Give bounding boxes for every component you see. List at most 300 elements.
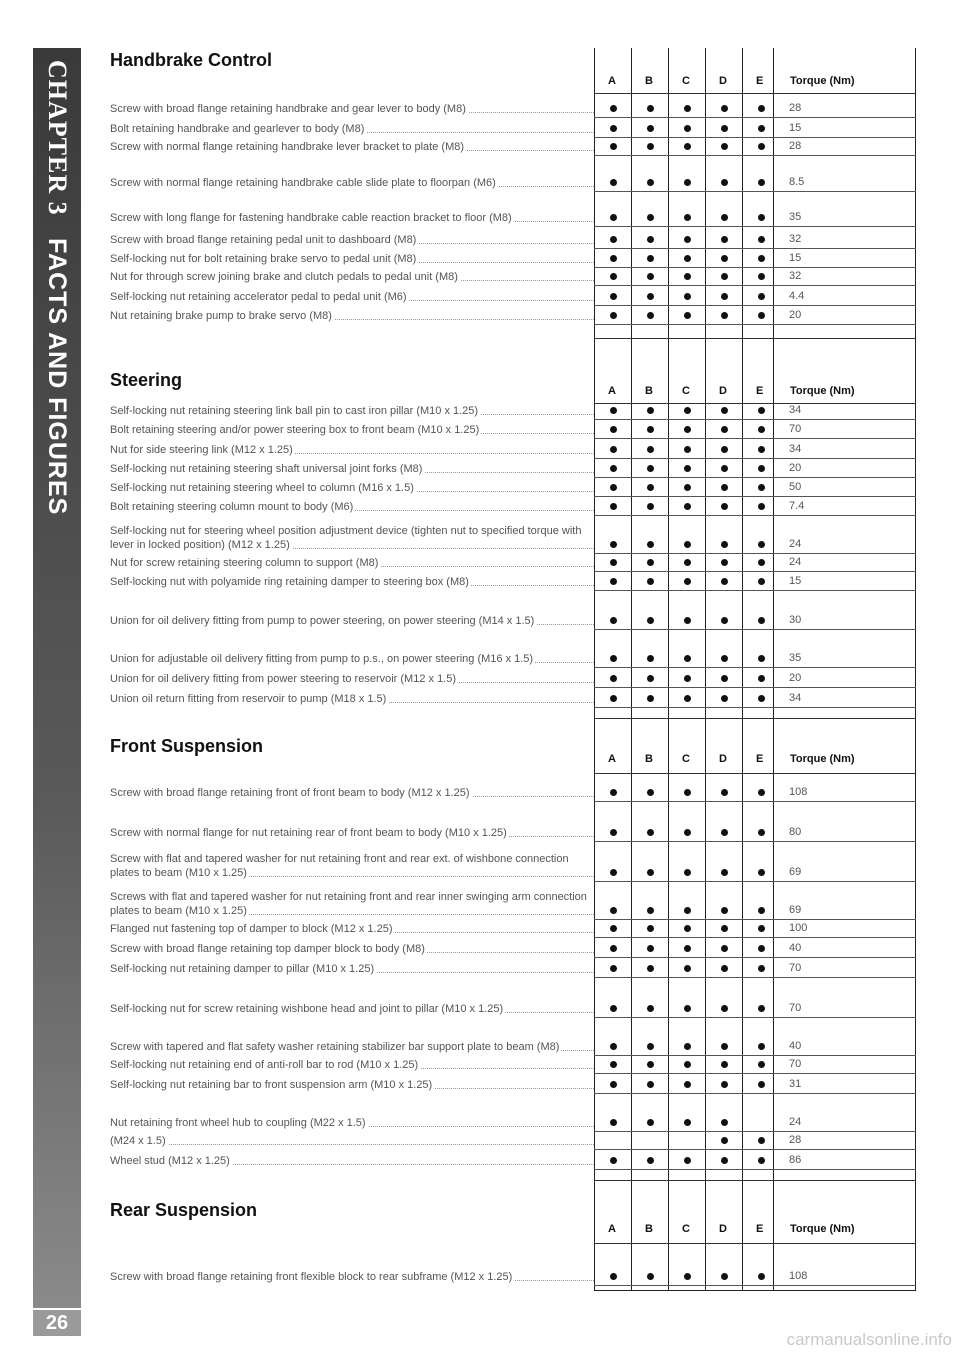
row-rule xyxy=(594,1285,916,1286)
torque-value: 70 xyxy=(789,1002,802,1014)
description-text: Nut for side steering link (M12 x 1.25) xyxy=(110,444,293,456)
applicability-dot xyxy=(684,426,691,433)
torque-value: 32 xyxy=(789,270,802,282)
row-rule xyxy=(594,458,916,459)
torque-row xyxy=(110,932,594,976)
applicability-dot xyxy=(647,1157,654,1164)
applicability-dot xyxy=(758,1043,765,1050)
applicability-dot xyxy=(721,105,728,112)
column-header-c: C xyxy=(682,753,690,765)
description-text: Bolt retaining steering and/or power steering box to front beam (M10 x 1.25) xyxy=(110,424,480,436)
applicability-dot xyxy=(684,559,691,566)
applicability-dot xyxy=(610,105,617,112)
torque-value: 15 xyxy=(789,575,802,587)
applicability-dot xyxy=(758,293,765,300)
applicability-dot xyxy=(758,1081,765,1088)
applicability-dot xyxy=(610,273,617,280)
description-text: Bolt retaining handbrake and gearlever to body (M8) xyxy=(110,123,365,135)
row-rule xyxy=(594,477,916,478)
description-text: Screw with broad flange retaining front flexible block to rear subframe (M12 x 1.25) xyxy=(110,1271,513,1283)
applicability-dot xyxy=(684,541,691,548)
row-rule xyxy=(594,571,916,572)
torque-value: 7.4 xyxy=(789,500,805,512)
section-separator xyxy=(594,718,916,719)
applicability-dot xyxy=(758,925,765,932)
applicability-dot xyxy=(758,214,765,221)
row-rule xyxy=(594,1055,916,1056)
torque-row xyxy=(110,1240,594,1284)
section-title: Rear Suspension xyxy=(110,1200,258,1220)
applicability-dot xyxy=(721,179,728,186)
torque-value: 34 xyxy=(789,692,802,704)
torque-value: 100 xyxy=(789,922,808,934)
torque-row-description xyxy=(110,1154,594,1168)
description-text: Screw with normal flange retaining handbrake cable slide plate to floorpan (M6) xyxy=(110,177,496,189)
torque-value: 32 xyxy=(789,233,802,245)
description-text: Screw with flat and tapered washer for nut retaining front and rear ext. of wishbone connection plates to beam (M10 x 1.25) xyxy=(110,853,569,879)
applicability-dot xyxy=(647,655,654,662)
applicability-dot xyxy=(647,236,654,243)
applicability-dot xyxy=(758,965,765,972)
applicability-dot xyxy=(721,559,728,566)
row-rule xyxy=(594,881,916,882)
torque-row-description xyxy=(110,692,594,706)
applicability-dot xyxy=(684,655,691,662)
description-text: Nut retaining brake pump to brake servo (M8) xyxy=(110,310,332,322)
torque-value: 70 xyxy=(789,423,802,435)
applicability-dot xyxy=(610,503,617,510)
row-rule xyxy=(594,629,916,630)
applicability-dot xyxy=(610,1005,617,1012)
applicability-dot xyxy=(647,255,654,262)
applicability-dot xyxy=(721,1043,728,1050)
column-header-e: E xyxy=(756,385,764,397)
row-rule xyxy=(594,707,916,708)
applicability-dot xyxy=(684,869,691,876)
applicability-dot xyxy=(758,426,765,433)
column-header-e: E xyxy=(756,75,764,87)
applicability-dot xyxy=(610,675,617,682)
row-rule xyxy=(594,801,916,802)
applicability-dot xyxy=(721,273,728,280)
description-text: Self-locking nut retaining damper to pillar (M10 x 1.25) xyxy=(110,963,375,975)
applicability-dot xyxy=(684,1061,691,1068)
description-text: Self-locking nut for steering wheel position adjustment device (tighten nut to specified torque with lever in locked position) (M12 x 1.25) xyxy=(110,525,582,551)
applicability-dot xyxy=(684,695,691,702)
applicability-dot xyxy=(647,1005,654,1012)
applicability-dot xyxy=(610,1081,617,1088)
torque-value: 108 xyxy=(789,1270,808,1282)
torque-value: 108 xyxy=(789,786,808,798)
applicability-dot xyxy=(721,829,728,836)
applicability-dot xyxy=(610,789,617,796)
description-text: Union for oil delivery fitting from power steering to reservoir (M12 x 1.5) xyxy=(110,673,457,685)
description-text: Self-locking nut retaining steering wheel to column (M16 x 1.5) xyxy=(110,482,414,494)
applicability-dot xyxy=(610,965,617,972)
section-separator xyxy=(594,1180,916,1181)
row-rule xyxy=(594,226,916,227)
applicability-dot xyxy=(647,965,654,972)
row-rule xyxy=(594,687,916,688)
applicability-dot xyxy=(610,293,617,300)
row-rule xyxy=(594,191,916,192)
applicability-dot xyxy=(647,503,654,510)
applicability-dot xyxy=(610,143,617,150)
applicability-dot xyxy=(684,578,691,585)
applicability-dot xyxy=(721,1137,728,1144)
description-text: Screw with broad flange retaining top damper block to body (M8) xyxy=(110,943,425,955)
applicability-dot xyxy=(647,484,654,491)
applicability-dot xyxy=(684,273,691,280)
applicability-dot xyxy=(684,965,691,972)
row-rule xyxy=(594,248,916,249)
applicability-dot xyxy=(647,1119,654,1126)
description-text: Self-locking nut retaining steering shaft universal joint forks (M8) xyxy=(110,463,423,475)
row-rule xyxy=(594,155,916,156)
column-header-d: D xyxy=(719,1223,727,1235)
row-rule xyxy=(594,117,916,118)
torque-value: 24 xyxy=(789,556,802,568)
torque-row xyxy=(110,279,594,323)
description-text: Screw with broad flange retaining pedal unit to dashboard (M8) xyxy=(110,234,417,246)
torque-value: 30 xyxy=(789,614,802,626)
row-rule xyxy=(594,324,916,325)
torque-value: 28 xyxy=(789,1134,802,1146)
torque-header: Torque (Nm) xyxy=(790,753,855,765)
applicability-dot xyxy=(758,105,765,112)
applicability-dot xyxy=(758,503,765,510)
applicability-dot xyxy=(684,503,691,510)
row-rule xyxy=(594,419,916,420)
applicability-dot xyxy=(721,907,728,914)
header-separator xyxy=(594,93,916,94)
applicability-dot xyxy=(758,1157,765,1164)
applicability-dot xyxy=(758,312,765,319)
applicability-dot xyxy=(684,617,691,624)
row-rule xyxy=(594,919,916,920)
torque-row xyxy=(110,796,594,840)
applicability-dot xyxy=(610,1061,617,1068)
chapter-label: CHAPTER 3 xyxy=(43,60,72,216)
applicability-dot xyxy=(610,1273,617,1280)
applicability-dot xyxy=(684,407,691,414)
description-text: Screws with flat and tapered washer for nut retaining front and rear inner swinging arm connection plates to beam (M10 x 1.25) xyxy=(110,891,587,917)
row-rule xyxy=(594,1073,916,1074)
applicability-dot xyxy=(647,446,654,453)
torque-value: 80 xyxy=(789,826,802,838)
column-header-e: E xyxy=(756,753,764,765)
applicability-dot xyxy=(647,426,654,433)
applicability-dot xyxy=(647,1043,654,1050)
torque-value: 35 xyxy=(789,652,802,664)
applicability-dot xyxy=(721,925,728,932)
applicability-dot xyxy=(610,869,617,876)
applicability-dot xyxy=(684,1273,691,1280)
applicability-dot xyxy=(721,655,728,662)
applicability-dot xyxy=(610,541,617,548)
column-header-d: D xyxy=(719,75,727,87)
applicability-dot xyxy=(647,789,654,796)
applicability-dot xyxy=(758,617,765,624)
applicability-dot xyxy=(647,869,654,876)
row-rule xyxy=(594,667,916,668)
applicability-dot xyxy=(610,695,617,702)
applicability-dot xyxy=(721,617,728,624)
applicability-dot xyxy=(647,925,654,932)
torque-value: 34 xyxy=(789,404,802,416)
applicability-dot xyxy=(721,255,728,262)
description-text: Bolt retaining steering column mount to body (M6) xyxy=(110,501,354,513)
torque-value: 40 xyxy=(789,942,802,954)
applicability-dot xyxy=(758,446,765,453)
row-rule xyxy=(594,590,916,591)
applicability-dot xyxy=(684,484,691,491)
row-rule xyxy=(594,1131,916,1132)
applicability-dot xyxy=(647,695,654,702)
torque-value: 8.5 xyxy=(789,176,805,188)
applicability-dot xyxy=(684,1119,691,1126)
header-separator xyxy=(594,1243,916,1244)
applicability-dot xyxy=(610,925,617,932)
applicability-dot xyxy=(721,426,728,433)
applicability-dot xyxy=(721,695,728,702)
applicability-dot xyxy=(721,965,728,972)
applicability-dot xyxy=(758,559,765,566)
chapter-title: FACTS AND FIGURES xyxy=(43,238,71,516)
applicability-dot xyxy=(758,1273,765,1280)
description-text: Self-locking nut with polyamide ring retaining damper to steering box (M8) xyxy=(110,576,469,588)
applicability-dot xyxy=(610,655,617,662)
applicability-dot xyxy=(610,465,617,472)
torque-table-frame xyxy=(594,48,916,1291)
watermark: carmanualsonline.info xyxy=(786,1330,952,1349)
applicability-dot xyxy=(610,426,617,433)
applicability-dot xyxy=(721,143,728,150)
applicability-dot xyxy=(721,541,728,548)
applicability-dot xyxy=(684,907,691,914)
applicability-dot xyxy=(647,312,654,319)
applicability-dot xyxy=(721,465,728,472)
torque-value: 69 xyxy=(789,904,802,916)
column-divider xyxy=(773,48,774,1291)
applicability-dot xyxy=(647,407,654,414)
row-rule xyxy=(594,1169,916,1170)
applicability-dot xyxy=(647,1081,654,1088)
row-rule xyxy=(594,496,916,497)
torque-value: 4.4 xyxy=(789,290,805,302)
applicability-dot xyxy=(647,105,654,112)
applicability-dot xyxy=(721,675,728,682)
applicability-dot xyxy=(721,214,728,221)
applicability-dot xyxy=(684,945,691,952)
applicability-dot xyxy=(684,675,691,682)
applicability-dot xyxy=(721,1157,728,1164)
applicability-dot xyxy=(610,1157,617,1164)
row-rule xyxy=(594,553,916,554)
torque-value: 28 xyxy=(789,140,802,152)
applicability-dot xyxy=(758,143,765,150)
torque-value: 28 xyxy=(789,102,802,114)
applicability-dot xyxy=(610,484,617,491)
torque-value: 20 xyxy=(789,309,802,321)
applicability-dot xyxy=(647,125,654,132)
applicability-dot xyxy=(758,465,765,472)
applicability-dot xyxy=(684,789,691,796)
description-text: Self-locking nut retaining end of anti-roll bar to rod (M10 x 1.25) xyxy=(110,1059,419,1071)
torque-header: Torque (Nm) xyxy=(790,385,855,397)
row-rule xyxy=(594,438,916,439)
applicability-dot xyxy=(647,179,654,186)
applicability-dot xyxy=(721,1273,728,1280)
applicability-dot xyxy=(610,407,617,414)
applicability-dot xyxy=(610,1043,617,1050)
column-divider xyxy=(668,48,669,1291)
applicability-dot xyxy=(758,1061,765,1068)
torque-value: 70 xyxy=(789,962,802,974)
applicability-dot xyxy=(758,907,765,914)
applicability-dot xyxy=(758,789,765,796)
applicability-dot xyxy=(721,1061,728,1068)
description-text: Flanged nut fastening top of damper to block (M12 x 1.25) xyxy=(110,923,393,935)
torque-value: 70 xyxy=(789,1058,802,1070)
applicability-dot xyxy=(721,1081,728,1088)
applicability-dot xyxy=(684,1081,691,1088)
description-text: Self-locking nut retaining accelerator pedal to pedal unit (M6) xyxy=(110,291,407,303)
applicability-dot xyxy=(647,273,654,280)
applicability-dot xyxy=(647,559,654,566)
torque-value: 86 xyxy=(789,1154,802,1166)
applicability-dot xyxy=(721,789,728,796)
applicability-dot xyxy=(610,907,617,914)
applicability-dot xyxy=(758,125,765,132)
applicability-dot xyxy=(647,829,654,836)
applicability-dot xyxy=(721,446,728,453)
description-text: Screw with normal flange for nut retaining rear of front beam to body (M10 x 1.25) xyxy=(110,827,507,839)
applicability-dot xyxy=(647,465,654,472)
applicability-dot xyxy=(610,578,617,585)
applicability-dot xyxy=(758,1005,765,1012)
applicability-dot xyxy=(647,675,654,682)
torque-value: 31 xyxy=(789,1078,802,1090)
column-header-a: A xyxy=(608,75,616,87)
description-text: Screw with broad flange retaining handbrake and gear lever to body (M8) xyxy=(110,103,466,115)
applicability-dot xyxy=(610,559,617,566)
column-header-b: B xyxy=(645,75,653,87)
applicability-dot xyxy=(610,829,617,836)
applicability-dot xyxy=(758,273,765,280)
row-rule xyxy=(594,1017,916,1018)
applicability-dot xyxy=(610,945,617,952)
applicability-dot xyxy=(758,695,765,702)
applicability-dot xyxy=(684,125,691,132)
section-title: Steering xyxy=(110,370,183,390)
column-header-c: C xyxy=(682,75,690,87)
column-divider xyxy=(594,48,595,1291)
applicability-dot xyxy=(758,869,765,876)
row-rule xyxy=(594,937,916,938)
torque-row xyxy=(110,545,594,589)
torque-header: Torque (Nm) xyxy=(790,75,855,87)
applicability-dot xyxy=(758,578,765,585)
applicability-dot xyxy=(647,143,654,150)
applicability-dot xyxy=(721,312,728,319)
row-rule xyxy=(594,957,916,958)
applicability-dot xyxy=(610,255,617,262)
torque-row xyxy=(110,1124,594,1168)
torque-value: 15 xyxy=(789,122,802,134)
applicability-dot xyxy=(721,503,728,510)
torque-row xyxy=(110,662,594,706)
description-text: Union for oil delivery fitting from pump to power steering, on power steering (M14 x 1.5) xyxy=(110,615,535,627)
applicability-dot xyxy=(721,125,728,132)
applicability-dot xyxy=(758,675,765,682)
applicability-dot xyxy=(647,541,654,548)
header-separator xyxy=(594,403,916,404)
applicability-dot xyxy=(684,446,691,453)
applicability-dot xyxy=(758,1137,765,1144)
applicability-dot xyxy=(721,236,728,243)
column-header-c: C xyxy=(682,385,690,397)
applicability-dot xyxy=(758,407,765,414)
description-text: Nut retaining front wheel hub to coupling (M22 x 1.5) xyxy=(110,1117,366,1129)
description-text: Union oil return fitting from reservoir to pump (M18 x 1.5) xyxy=(110,693,387,705)
applicability-dot xyxy=(647,214,654,221)
applicability-dot xyxy=(684,179,691,186)
torque-value: 20 xyxy=(789,672,802,684)
applicability-dot xyxy=(647,293,654,300)
column-divider xyxy=(631,48,632,1291)
applicability-dot xyxy=(647,1273,654,1280)
column-header-d: D xyxy=(719,385,727,397)
description-text: Self-locking nut retaining bar to front suspension arm (M10 x 1.25) xyxy=(110,1079,433,1091)
applicability-dot xyxy=(610,236,617,243)
torque-row-description xyxy=(110,309,594,323)
applicability-dot xyxy=(684,143,691,150)
applicability-dot xyxy=(758,179,765,186)
row-rule xyxy=(594,515,916,516)
applicability-dot xyxy=(684,236,691,243)
applicability-dot xyxy=(647,1061,654,1068)
applicability-dot xyxy=(721,578,728,585)
description-text: (M24 x 1.5) xyxy=(110,1135,166,1147)
applicability-dot xyxy=(721,1119,728,1126)
description-text: Self-locking nut for screw retaining wishbone head and joint to pillar (M10 x 1.25) xyxy=(110,1003,504,1015)
description-text: Screw with long flange for fastening handbrake cable reaction bracket to floor (M8) xyxy=(110,212,512,224)
applicability-dot xyxy=(610,312,617,319)
chapter-sidebar-text xyxy=(38,60,76,670)
applicability-dot xyxy=(758,484,765,491)
row-rule xyxy=(594,137,916,138)
section-separator xyxy=(594,338,916,339)
description-text: Nut for screw retaining steering column to support (M8) xyxy=(110,557,379,569)
description-text: Nut for through screw joining brake and clutch pedals to pedal unit (M8) xyxy=(110,271,458,283)
applicability-dot xyxy=(758,541,765,548)
applicability-dot xyxy=(684,465,691,472)
applicability-dot xyxy=(610,179,617,186)
torque-row xyxy=(110,756,594,800)
applicability-dot xyxy=(684,255,691,262)
applicability-dot xyxy=(647,945,654,952)
page-number: 26 xyxy=(33,1310,81,1336)
section-title: Handbrake Control xyxy=(110,50,273,70)
column-header-a: A xyxy=(608,1223,616,1235)
header-separator xyxy=(594,773,916,774)
column-header-c: C xyxy=(682,1223,690,1235)
row-rule xyxy=(594,841,916,842)
row-rule xyxy=(594,305,916,306)
description-text: Screw with normal flange retaining handbrake lever bracket to plate (M8) xyxy=(110,141,465,153)
applicability-dot xyxy=(610,446,617,453)
